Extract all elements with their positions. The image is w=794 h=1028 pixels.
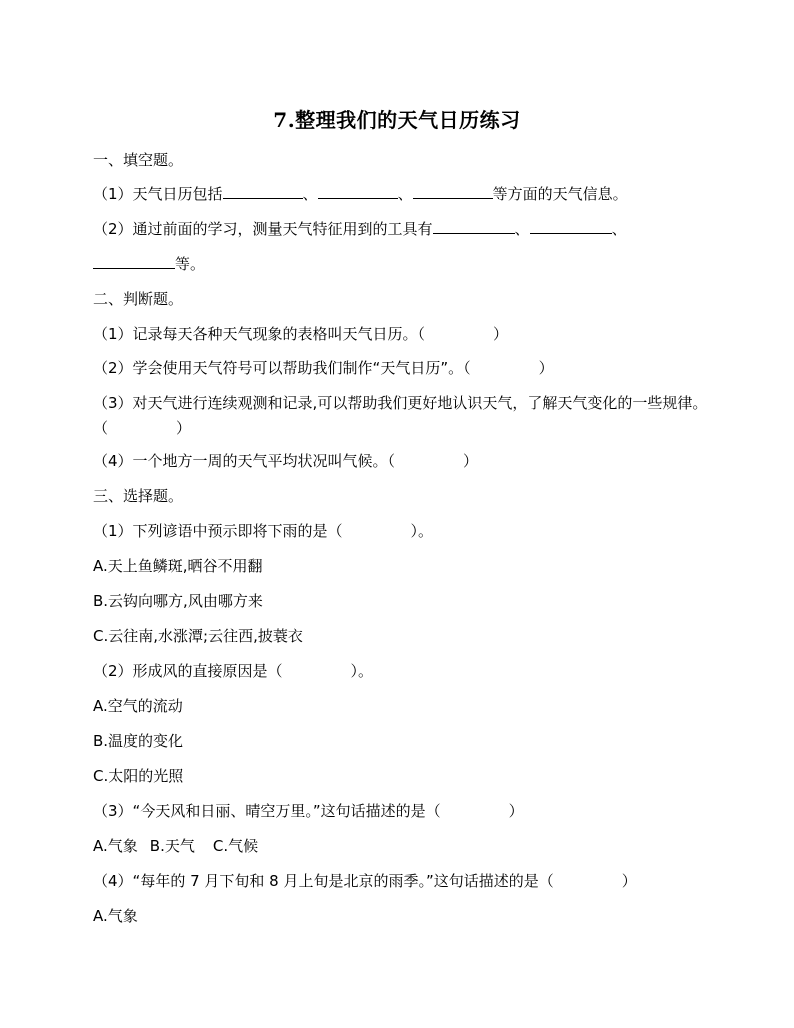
choice-q2-option-c[interactable]: C.太阳的光照 (93, 767, 184, 785)
choice-q2-close: ）。 (350, 662, 374, 680)
judge-q1-close: ） (493, 325, 509, 343)
fill-q1-suffix: 等方面的天气信息。 (492, 185, 628, 203)
choice-q3-options (93, 836, 258, 856)
choice-q1-option-c[interactable]: C.云往南,水涨潭;云往西,披蓑衣 (93, 627, 303, 645)
judge-q4-text: （4）一个地方一周的天气平均状况叫气候。（ (93, 452, 396, 470)
choice-q3-text: （3）“今天风和日丽、晴空万里。”这句话描述的是（ (93, 802, 441, 820)
judge-q3-close: ） (176, 419, 192, 437)
judge-question-2 (93, 358, 554, 378)
fill-q2-prefix: （2）通过前面的学习，测量天气特征用到的工具有 (93, 220, 433, 238)
fill-question-1 (93, 184, 628, 204)
choice-q3-option-c[interactable]: C.气候 (212, 837, 259, 855)
judge-q1-text: （1）记录每天各种天气现象的表格叫天气日历。（ (93, 325, 426, 343)
choice-q3-option-a[interactable]: A.气象 (93, 837, 138, 855)
fill-q1-blank-2[interactable] (318, 184, 398, 199)
fill-q2-sep-1: 、 (514, 220, 530, 238)
judge-q3-text: （3）对天气进行连续观测和记录,可以帮助我们更好地认识天气，了解天气变化的一些规律。（ (93, 394, 708, 437)
fill-q2-sep-2: 、 (611, 220, 627, 238)
choice-q4-text: （4）“每年的 7 月下旬和 8 月上旬是北京的雨季。”这句话描述的是（ (93, 872, 554, 890)
choice-q1-close: ）。 (410, 522, 434, 540)
choice-q4-option-a[interactable]: A.气象 (93, 907, 138, 925)
fill-q2-blank-1[interactable] (433, 219, 515, 234)
choice-q2-option-b[interactable]: B.温度的变化 (93, 732, 184, 750)
page-title: 7.整理我们的天气日历练习 (273, 108, 521, 132)
choice-question-2 (93, 661, 373, 681)
choice-q1-text: （1）下列谚语中预示即将下雨的是（ (93, 522, 343, 540)
judge-question-1 (93, 324, 508, 344)
choice-q1-option-a[interactable]: A.天上鱼鳞斑,晒谷不用翻 (93, 557, 263, 575)
choice-question-4 (93, 871, 637, 891)
fill-q1-prefix: （1）天气日历包括 (93, 185, 223, 203)
fill-q1-sep-1: 、 (302, 185, 318, 203)
choice-q4-close: ） (621, 872, 637, 890)
fill-question-2 (93, 219, 627, 239)
choice-q2-text: （2）形成风的直接原因是（ (93, 662, 283, 680)
judge-q2-text: （2）学会使用天气符号可以帮助我们制作“天气日历”。（ (93, 359, 471, 377)
choice-question-3 (93, 801, 524, 821)
choice-q2-option-a[interactable]: A.空气的流动 (93, 697, 183, 715)
fill-q1-blank-3[interactable] (413, 184, 493, 199)
fill-q2-suffix: 等。 (175, 255, 206, 273)
choice-question-1 (93, 521, 433, 541)
section-judge-heading: 二、判断题。 (93, 290, 184, 308)
fill-q1-blank-1[interactable] (223, 184, 303, 199)
fill-question-2-cont (93, 254, 205, 274)
judge-q2-close: ） (538, 359, 554, 377)
section-fill-heading: 一、填空题。 (93, 151, 184, 169)
choice-q3-close: ） (508, 802, 524, 820)
judge-question-3 (93, 391, 713, 441)
fill-q2-blank-3[interactable] (93, 254, 175, 269)
choice-q3-option-b[interactable]: B.天气 (149, 837, 195, 855)
choice-q1-option-b[interactable]: B.云钩向哪方,风由哪方来 (93, 592, 263, 610)
judge-q4-close: ） (463, 452, 479, 470)
fill-q2-blank-2[interactable] (530, 219, 612, 234)
judge-question-4 (93, 451, 478, 471)
fill-q1-sep-2: 、 (397, 185, 413, 203)
section-choice-heading: 三、选择题。 (93, 487, 184, 505)
